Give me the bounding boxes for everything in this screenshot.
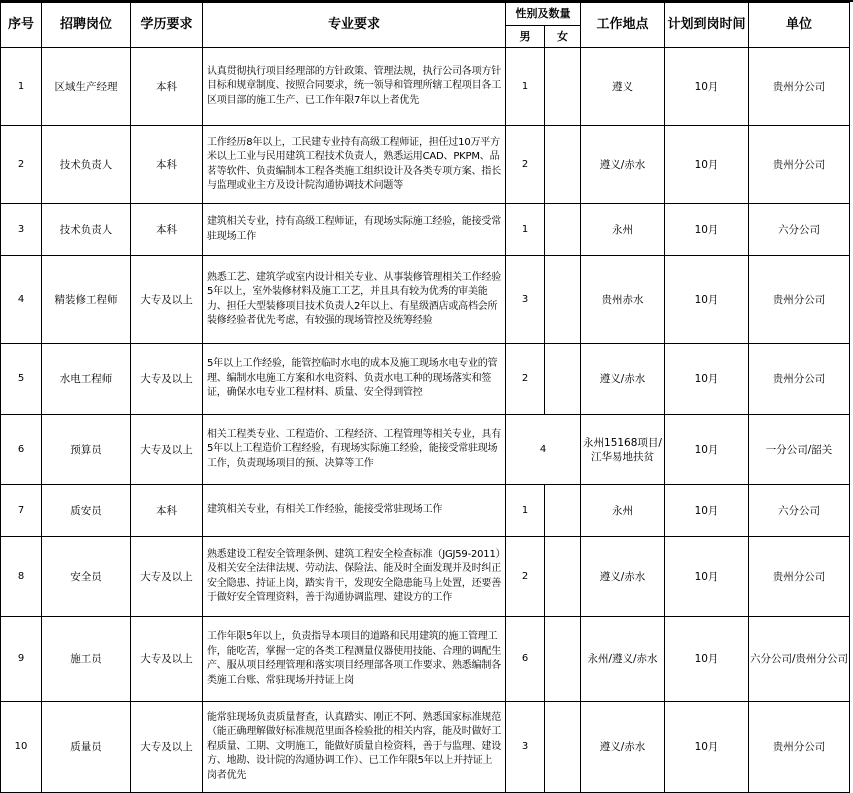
table-row — [1, 702, 850, 793]
cell-edu: 本科 — [131, 204, 203, 256]
cell-unit: 六分公司 — [749, 204, 850, 256]
recruitment-table — [0, 2, 850, 793]
header-male: 男 — [506, 26, 545, 48]
cell-male: 3 — [506, 256, 545, 344]
cell-requirements: 5年以上工作经验，能管控临时水电的成本及施工现场水电专业的管理、编制水电施工方案和水电资料、负责水电工种的现场落实和签证，确保水电专业工程材料、质量、安全得到管控 — [203, 344, 506, 415]
cell-post: 水电工程师 — [42, 344, 131, 415]
cell-requirements: 工作年限5年以上，负责指导本项目的道路和民用建筑的施工管理工作，能吃苦，掌握一定的各类工程测量仪器使用技能、合理的调配生产、服从项目经理管理和落实项目经理部各项工作要求、熟悉编制各类施工台账、常驻现场并持证上岗 — [203, 617, 506, 702]
cell-female — [545, 126, 581, 204]
cell-arrival: 10月 — [665, 204, 749, 256]
cell-edu: 本科 — [131, 485, 203, 537]
cell-post: 精装修工程师 — [42, 256, 131, 344]
cell-seq: 1 — [1, 48, 42, 126]
cell-male: 2 — [506, 344, 545, 415]
cell-male: 3 — [506, 702, 545, 793]
cell-location: 遵义/赤水 — [581, 126, 665, 204]
header-edu: 学历要求 — [131, 3, 203, 48]
cell-requirements: 工作经历8年以上，工民建专业持有高级工程师证，担任过10万平方米以上工业与民用建筑工程技术负责人，熟悉运用CAD、PKPM、品茗等软件、负责编制本工程各类施工组织设计及各类专项方案、指长与监理或业主方及设计院沟通协调技术问题等 — [203, 126, 506, 204]
cell-post: 区域生产经理 — [42, 48, 131, 126]
cell-edu: 本科 — [131, 48, 203, 126]
cell-unit: 一分公司/韶关 — [749, 415, 850, 485]
table-row — [1, 256, 850, 344]
cell-arrival: 10月 — [665, 126, 749, 204]
cell-post: 技术负责人 — [42, 126, 131, 204]
cell-arrival: 10月 — [665, 702, 749, 793]
table-row — [1, 48, 850, 126]
cell-female — [545, 256, 581, 344]
table-row — [1, 537, 850, 617]
cell-requirements: 认真贯彻执行项目经理部的方针政策、管理法规，执行公司各项方针目标和规章制度、按照合同要求，统一领导和管理所辖工程项目各工区项目部的施工生产、已工作年限7年以上者优先 — [203, 48, 506, 126]
cell-seq: 2 — [1, 126, 42, 204]
cell-edu: 大专及以上 — [131, 702, 203, 793]
cell-arrival: 10月 — [665, 485, 749, 537]
cell-female — [545, 485, 581, 537]
cell-requirements: 熟悉建设工程安全管理条例、建筑工程安全检查标准（JGJ59-2011）及相关安全法律法规、劳动法、保险法、能及时全面发现并及时纠正安全隐患、持证上岗，踏实肯干，发现安全隐患能马上处置，还要善于做好安全管理资料，善于沟通协调监理、建设方的工作 — [203, 537, 506, 617]
cell-post: 预算员 — [42, 415, 131, 485]
cell-arrival: 10月 — [665, 48, 749, 126]
cell-location: 永州15168项目/江华易地扶贫 — [581, 415, 665, 485]
cell-seq: 8 — [1, 537, 42, 617]
cell-location: 贵州赤水 — [581, 256, 665, 344]
cell-unit: 贵州分公司 — [749, 702, 850, 793]
cell-male: 2 — [506, 126, 545, 204]
cell-male: 2 — [506, 537, 545, 617]
cell-female — [545, 204, 581, 256]
cell-seq: 6 — [1, 415, 42, 485]
cell-location: 永州 — [581, 485, 665, 537]
cell-edu: 大专及以上 — [131, 344, 203, 415]
cell-requirements: 相关工程类专业、工程造价、工程经济、工程管理等相关专业，具有5年以上工程造价工程经验，有现场实际施工经验，能接受常驻现场工作，负责现场项目的预、决算等工作 — [203, 415, 506, 485]
cell-post: 安全员 — [42, 537, 131, 617]
cell-count: 4 — [506, 415, 581, 485]
cell-unit: 贵州分公司 — [749, 48, 850, 126]
table-row — [1, 126, 850, 204]
cell-post: 施工员 — [42, 617, 131, 702]
cell-requirements: 建筑相关专业，持有高级工程师证，有现场实际施工经验，能接受常驻现场工作 — [203, 204, 506, 256]
cell-unit: 六分公司/贵州分公司 — [749, 617, 850, 702]
cell-unit: 贵州分公司 — [749, 126, 850, 204]
cell-requirements: 能常驻现场负责质量督查，认真踏实、刚正不阿、熟悉国家标准规范（能正确理解做好标准规范里面各检验批的相关内容，能及时做好工程质量、工期、文明施工，能做好质量自检资料，善于与监理、建设方、地勘、设计院的沟通协调工作）、已工作年限5年以上并持证上岗者优先 — [203, 702, 506, 793]
table-row — [1, 415, 850, 485]
cell-location: 永州/遵义/赤水 — [581, 617, 665, 702]
cell-female — [545, 48, 581, 126]
header-gender-count: 性别及数量 — [506, 3, 581, 26]
cell-edu: 大专及以上 — [131, 537, 203, 617]
cell-arrival: 10月 — [665, 537, 749, 617]
cell-arrival: 10月 — [665, 344, 749, 415]
table-row — [1, 485, 850, 537]
header-requirements: 专业要求 — [203, 3, 506, 48]
header-female: 女 — [545, 26, 581, 48]
header-arrival: 计划到岗时间 — [665, 3, 749, 48]
cell-post: 技术负责人 — [42, 204, 131, 256]
cell-female — [545, 617, 581, 702]
table-row — [1, 344, 850, 415]
cell-edu: 大专及以上 — [131, 617, 203, 702]
cell-arrival: 10月 — [665, 256, 749, 344]
cell-unit: 贵州分公司 — [749, 256, 850, 344]
cell-male: 6 — [506, 617, 545, 702]
cell-female — [545, 702, 581, 793]
cell-requirements: 建筑相关专业，有相关工作经验，能接受常驻现场工作 — [203, 485, 506, 537]
cell-seq: 10 — [1, 702, 42, 793]
header-unit: 单位 — [749, 3, 850, 48]
cell-female — [545, 344, 581, 415]
cell-post: 质安员 — [42, 485, 131, 537]
table-row — [1, 617, 850, 702]
cell-requirements: 熟悉工艺、建筑学或室内设计相关专业、从事装修管理相关工作经验5年以上，室外装修材料及施工工艺，并且具有较为优秀的审美能力、担任大型装修项目技术负责人2年以上、有星级酒店或高档会所装修经验者优先考虑，有较强的现场管控及统筹经验 — [203, 256, 506, 344]
header-location: 工作地点 — [581, 3, 665, 48]
cell-male: 1 — [506, 204, 545, 256]
cell-seq: 7 — [1, 485, 42, 537]
header-post: 招聘岗位 — [42, 3, 131, 48]
cell-edu: 大专及以上 — [131, 256, 203, 344]
table-row — [1, 204, 850, 256]
cell-female — [545, 537, 581, 617]
header-seq: 序号 — [1, 3, 42, 48]
cell-seq: 9 — [1, 617, 42, 702]
cell-unit: 六分公司 — [749, 485, 850, 537]
cell-male: 1 — [506, 48, 545, 126]
cell-location: 遵义 — [581, 48, 665, 126]
cell-location: 永州 — [581, 204, 665, 256]
cell-seq: 3 — [1, 204, 42, 256]
cell-seq: 4 — [1, 256, 42, 344]
cell-arrival: 10月 — [665, 617, 749, 702]
cell-unit: 贵州分公司 — [749, 537, 850, 617]
cell-edu: 大专及以上 — [131, 415, 203, 485]
cell-unit: 贵州分公司 — [749, 344, 850, 415]
cell-location: 遵义/赤水 — [581, 537, 665, 617]
cell-male: 1 — [506, 485, 545, 537]
cell-seq: 5 — [1, 344, 42, 415]
cell-location: 遵义/赤水 — [581, 702, 665, 793]
cell-location: 遵义/赤水 — [581, 344, 665, 415]
cell-post: 质量员 — [42, 702, 131, 793]
cell-arrival: 10月 — [665, 415, 749, 485]
cell-edu: 本科 — [131, 126, 203, 204]
